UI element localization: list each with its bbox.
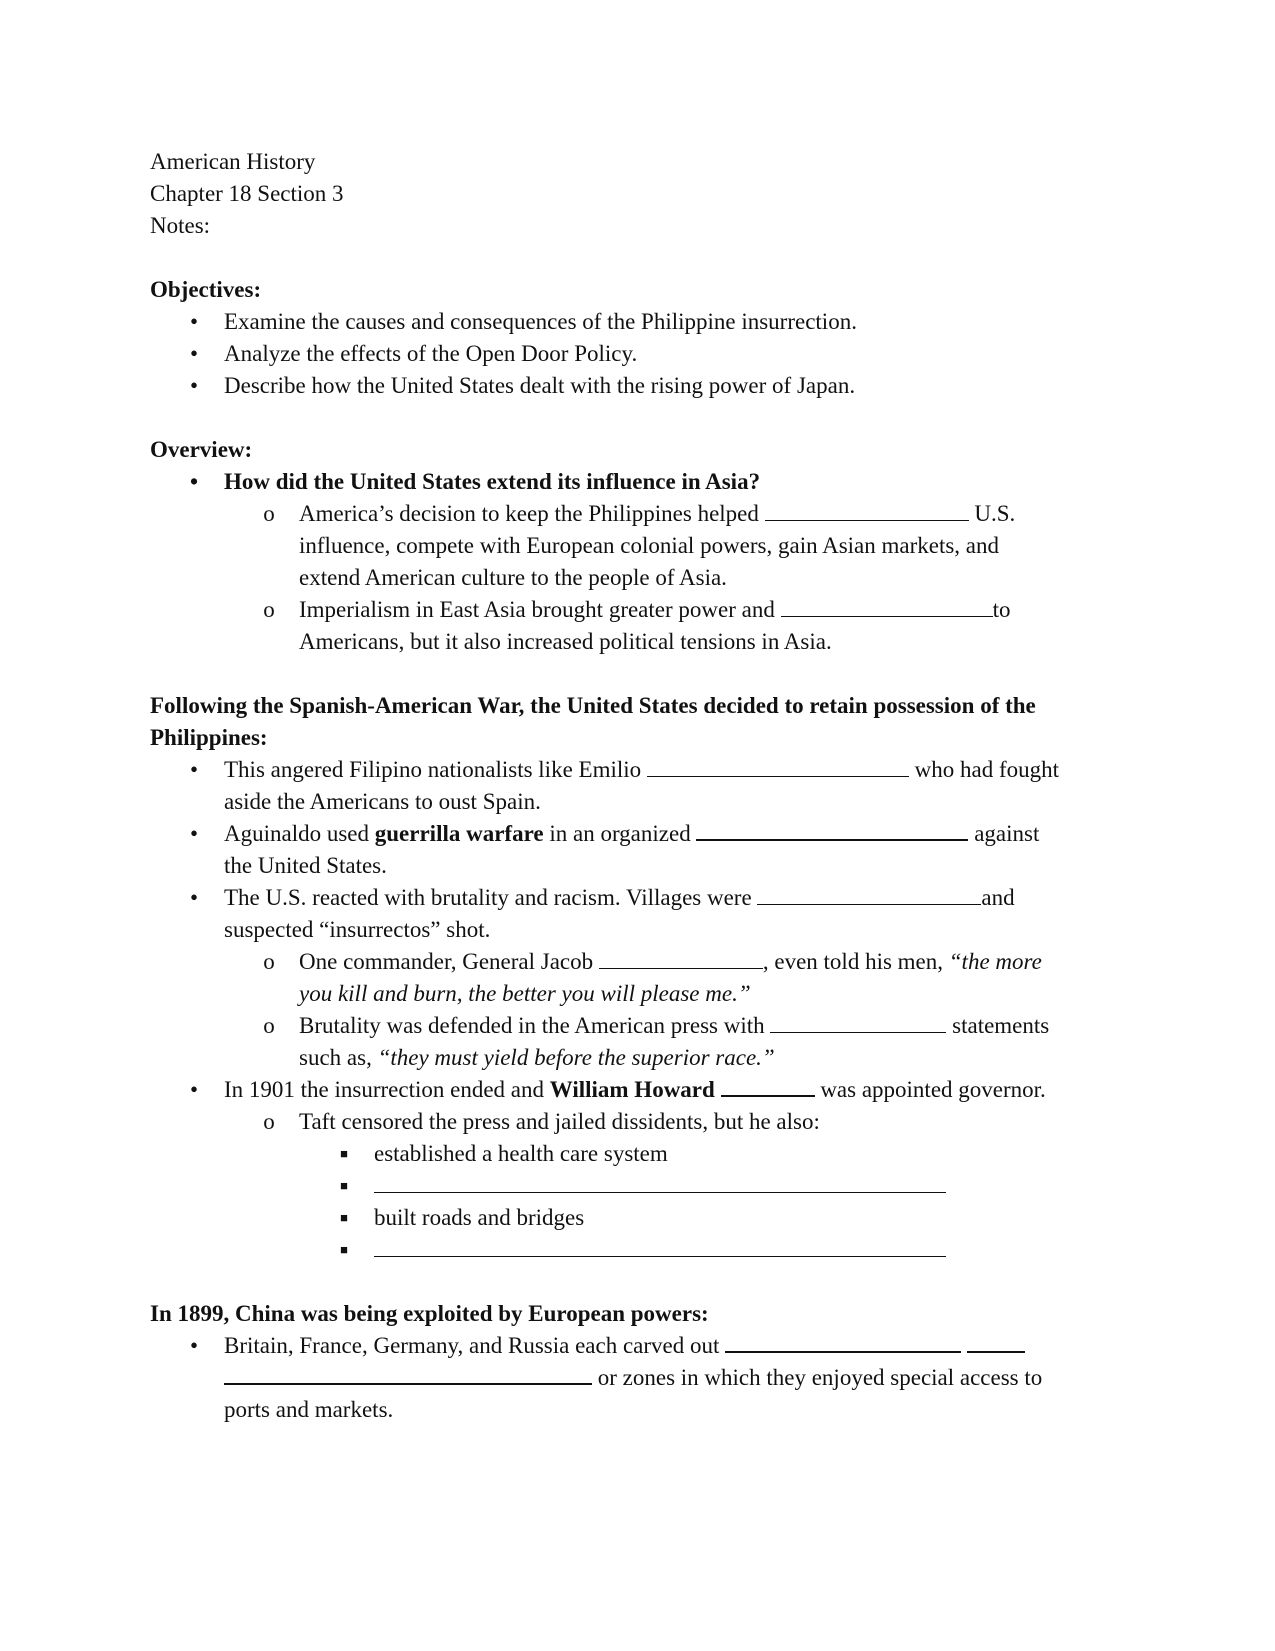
bullet-icon: • xyxy=(189,341,199,366)
bullet-icon: • xyxy=(189,821,199,846)
list-item: • This angered Filipino nationalists like Emilio who had fought aside the Americans to oust Spain. xyxy=(150,754,1130,818)
square-bullet-icon: ■ xyxy=(340,1242,348,1257)
list-item: ■ built roads and bridges xyxy=(150,1202,1130,1234)
list-item: • Examine the causes and consequences of the Philippine insurrection. xyxy=(150,306,1130,338)
answer-blank[interactable] xyxy=(721,1077,815,1097)
course-title: American History xyxy=(150,149,316,174)
answer-blank[interactable] xyxy=(374,1174,946,1193)
list-item: • How did the United States extend its influence in Asia? xyxy=(150,466,1130,498)
china-list xyxy=(150,1330,1130,1426)
answer-blank[interactable] xyxy=(757,886,981,905)
philippines-heading-cont: Philippines: xyxy=(150,725,268,750)
answer-blank[interactable] xyxy=(696,821,968,841)
list-item xyxy=(150,1170,1130,1202)
list-item: • Describe how the United States dealt with the rising power of Japan. xyxy=(150,370,1130,402)
answer-blank[interactable] xyxy=(224,1365,592,1385)
circle-bullet-icon: o xyxy=(263,597,275,622)
square-bullet-icon: ■ xyxy=(340,1146,348,1161)
list-item xyxy=(150,1234,1130,1266)
worksheet-page xyxy=(150,146,1130,1426)
bullet-icon: • xyxy=(189,309,199,334)
bullet-icon: • xyxy=(189,1077,199,1102)
list-item: • Aguinaldo used guerrilla warfare in an organized against the United States. xyxy=(150,818,1130,882)
answer-blank[interactable] xyxy=(770,1014,946,1033)
list-item: o Imperialism in East Asia brought greater power and to Americans, but it also increased political tensions in Asia. xyxy=(150,594,1130,658)
bullet-icon: • xyxy=(189,885,199,910)
circle-bullet-icon: o xyxy=(263,1013,275,1038)
answer-blank[interactable] xyxy=(781,598,993,617)
list-item: ■ established a health care system xyxy=(150,1138,1130,1170)
objectives-list xyxy=(150,306,1130,402)
objectives-heading: Objectives: xyxy=(150,277,262,302)
list-item: o Taft censored the press and jailed dissidents, but he also: xyxy=(150,1106,1130,1138)
circle-bullet-icon: o xyxy=(263,949,275,974)
circle-bullet-icon: o xyxy=(263,1109,275,1134)
notes-label: Notes: xyxy=(150,213,211,238)
chapter-title: Chapter 18 Section 3 xyxy=(150,181,344,206)
philippines-list xyxy=(150,754,1130,1266)
list-item: • The U.S. reacted with brutality and racism. Villages were and suspected “insurrectos” shot. xyxy=(150,882,1130,946)
answer-blank[interactable] xyxy=(765,502,969,521)
answer-blank[interactable] xyxy=(647,758,909,777)
list-item: • In 1901 the insurrection ended and William Howard was appointed governor. xyxy=(150,1074,1130,1106)
square-bullet-icon: ■ xyxy=(340,1178,348,1193)
list-item: o Brutality was defended in the American press with statements such as, “they must yield before the superior race.” xyxy=(150,1010,1130,1074)
overview-list xyxy=(150,466,1130,658)
list-item: o One commander, General Jacob , even told his men, “the more you kill and burn, the better you will please me.” xyxy=(150,946,1130,1010)
list-item: o America’s decision to keep the Philippines helped U.S. influence, compete with European colonial powers, gain Asian markets, and extend American culture to the people of Asia. xyxy=(150,498,1130,594)
list-item: • Britain, France, Germany, and Russia each carved out or zones in which they enjoyed special access to ports and markets. xyxy=(150,1330,1130,1426)
answer-blank[interactable] xyxy=(599,950,763,969)
bullet-icon: • xyxy=(189,469,199,494)
bullet-icon: • xyxy=(189,373,199,398)
philippines-heading: Following the Spanish-American War, the United States decided to retain possession of the xyxy=(150,693,1036,718)
bullet-icon: • xyxy=(189,757,199,782)
circle-bullet-icon: o xyxy=(263,501,275,526)
bullet-icon: • xyxy=(189,1333,199,1358)
answer-blank[interactable] xyxy=(725,1333,961,1353)
answer-blank[interactable] xyxy=(374,1238,946,1257)
china-heading: In 1899, China was being exploited by European powers: xyxy=(150,1301,709,1326)
square-bullet-icon: ■ xyxy=(340,1210,348,1225)
overview-heading: Overview: xyxy=(150,437,253,462)
list-item: • Analyze the effects of the Open Door Policy. xyxy=(150,338,1130,370)
answer-blank[interactable] xyxy=(967,1333,1025,1353)
